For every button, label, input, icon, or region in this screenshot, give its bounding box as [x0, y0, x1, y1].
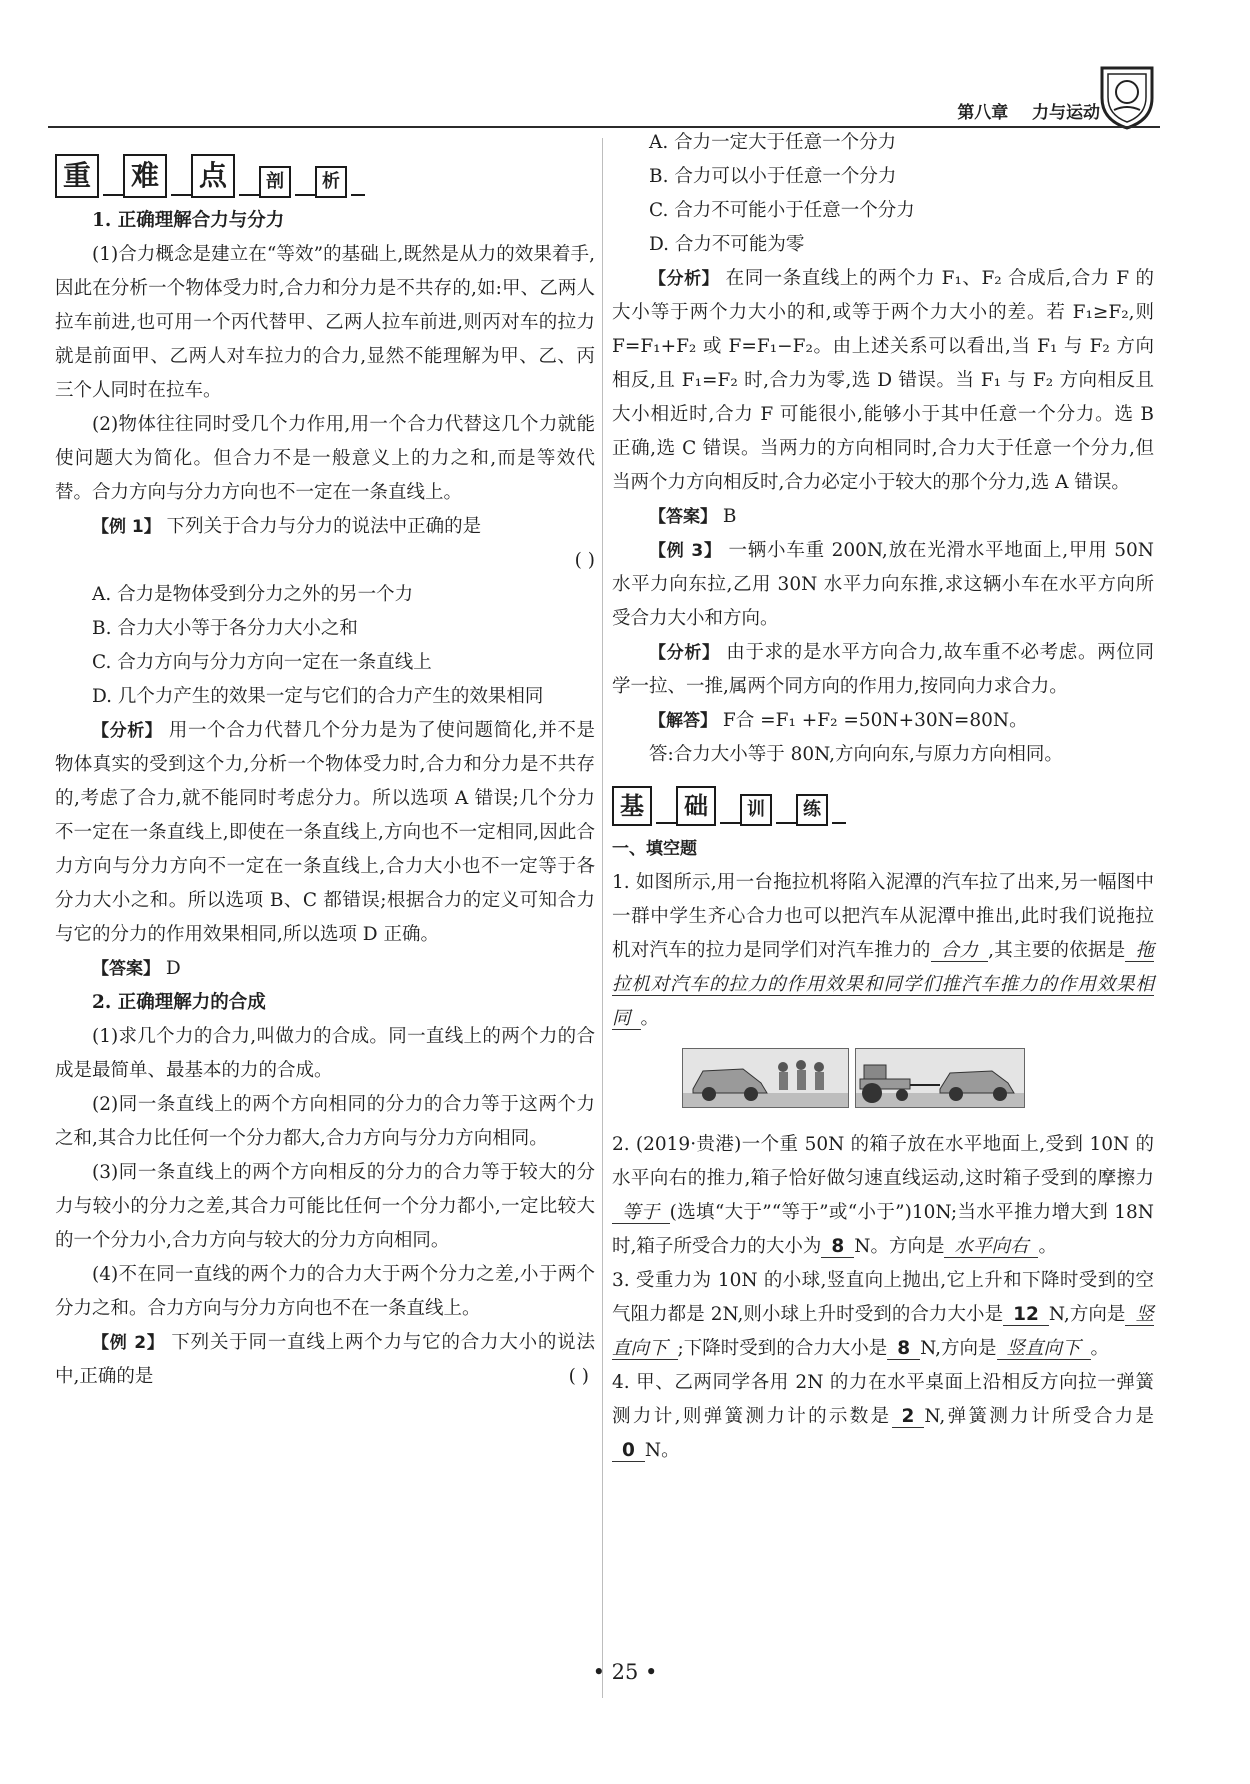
- option: A. 合力一定大于任意一个分力: [649, 132, 897, 153]
- title-char: 剖: [259, 166, 291, 198]
- handwritten-answer: 竖直向下: [612, 1304, 1154, 1359]
- question-text: 下列关于同一直线上两个力与它的合力大小的说法中,正确的是: [55, 1332, 595, 1387]
- title-char: 础: [676, 786, 716, 826]
- tractor-pulling-car-picture: [855, 1048, 1025, 1108]
- exercise-1-illustration: [682, 1048, 1154, 1118]
- running-header: [957, 98, 1100, 123]
- paragraph: (4)不在同一直线的两个力的合力大于两个分力之差,小于两个分力之和。合力方向与分力方向也不在一条直线上。: [55, 1264, 595, 1319]
- handwritten-answer: 8: [821, 1236, 854, 1258]
- solution-text: F合 =F₁ +F₂ =50N+30N=80N。: [722, 710, 1028, 731]
- subheading-1: 1. 正确理解合力与分力: [92, 210, 285, 231]
- solution-tag: 【解答】: [649, 711, 717, 731]
- analysis-tag: 【分析】: [92, 721, 163, 741]
- right-column: [612, 126, 1154, 1468]
- page-number: • 25 •: [592, 1660, 658, 1684]
- title-char: 点: [191, 154, 235, 198]
- chapter-label: 第八章: [957, 103, 1009, 123]
- section-title-key-points: [55, 140, 595, 198]
- answer-bracket: ( ): [568, 1366, 589, 1387]
- handwritten-answer: 竖直向下: [997, 1338, 1091, 1360]
- option: C. 合力不可能小于任意一个分力: [649, 200, 915, 221]
- example-tag: 【例 1】: [92, 517, 161, 537]
- question-text: 一辆小车重 200N,放在光滑水平地面上,甲用 50N 水平力向东拉,乙用 30N 水平力向东推,求这辆小车在水平方向所受合力大小和方向。: [612, 540, 1154, 629]
- title-char: 基: [612, 786, 652, 826]
- question-text: 下列关于合力与分力的说法中正确的是: [166, 516, 482, 537]
- answer-tag: 【答案】: [649, 507, 717, 527]
- handwritten-answer: 8: [887, 1338, 920, 1360]
- answer-value: D: [165, 958, 181, 979]
- analysis-tag: 【分析】: [649, 269, 720, 289]
- exercise-4: 4. 甲、乙两同学各用 2N 的力在水平桌面上沿相反方向拉一弹簧测力计,则弹簧测力计的示数是 2 N,弹簧测力计所受合力是0 N。: [612, 1372, 1154, 1461]
- paragraph: (1)合力概念是建立在“等效”的基础上,既然是从力的效果着手,因此在分析一个物体受力时,合力和分力是不共存的,如:甲、乙两人拉车前进,也可用一个丙代替甲、乙两人拉车前进,则丙对车的拉力就是前面甲、乙两人对车拉力的合力,显然不能理解为甲、乙、丙三个人同时在拉车。: [55, 244, 595, 401]
- title-char: 析: [315, 166, 347, 198]
- title-char: 训: [740, 794, 772, 826]
- answer-value: B: [722, 506, 737, 527]
- fill-in-heading: 一、填空题: [612, 839, 697, 859]
- answer-tag: 【答案】: [92, 959, 160, 979]
- option: B. 合力可以小于任意一个分力: [649, 166, 897, 187]
- exercise-3: 3. 受重力为 10N 的小球,竖直向上抛出,它上升和下降时受到的空气阻力都是 2N,则小球上升时受到的合力大小是 12 N,方向是 竖直向下 ;下降时受到的合力大小是 8 N,方向是 竖直向下 。: [612, 1270, 1154, 1359]
- example-tag: 【例 2】: [92, 1333, 165, 1353]
- paragraph: (2)物体往往同时受几个力作用,用一个合力代替这几个力就能使问题大为简化。但合力不是一般意义上的力之和,而是等效代替。合力方向与分力方向也不一定在一条直线上。: [55, 414, 595, 503]
- handwritten-answer: 0: [612, 1440, 645, 1462]
- example-3-question: [612, 534, 1154, 636]
- option: D. 几个力产生的效果一定与它们的合力产生的效果相同: [92, 686, 544, 707]
- handwritten-answer: 水平向右: [944, 1236, 1038, 1258]
- example-3-solution: [612, 704, 1154, 738]
- analysis-text: 在同一条直线上的两个力 F₁、F₂ 合成后,合力 F 的大小等于两个力大小的和,或等于两个力大小的差。若 F₁≥F₂,则 F=F₁+F₂ 或 F=F₁−F₂。由上述关系可以看出,当 F₁ 与 F₂ 方向相反,且 F₁=F₂ 时,合力为零,选 D 错误。当 F₁ 与 F₂ 方向相反且大小相近时,合力 F 可能很小,能够小于其中任意一个分力。选 B 正确,选 C 错误。当两力的方向相同时,合力大于任意一个分力,但当两个力方向相反时,合力必定小于较大的那个分力,选 A 错误。: [612, 268, 1155, 493]
- title-char: 练: [796, 794, 828, 826]
- subheading-2: 2. 正确理解力的合成: [92, 992, 266, 1013]
- exercise-1: 1. 如图所示,用一台拖拉机将陷入泥潭的汽车拉了出来,另一幅图中一群中学生齐心合力也可以把汽车从泥潭中推出,此时我们说拖拉机对汽车的拉力是同学们对汽车推力的 合力 ,其主要的依据是 拖拉机对汽车的拉力的作用效果和同学们推汽车推力的作用效果相同 。: [612, 872, 1154, 1029]
- title-char: 难: [123, 154, 167, 198]
- answer-bracket: ( ): [574, 550, 595, 571]
- handwritten-answer: 拖拉机对汽车的拉力的作用效果和同学们推汽车推力的作用效果相同: [612, 940, 1154, 1029]
- example-2-answer: [612, 500, 1154, 534]
- option: A. 合力是物体受到分力之外的另一个力: [92, 584, 414, 605]
- handwritten-answer: 12: [1003, 1304, 1049, 1326]
- example-3-reply: 答:合力大小等于 80N,方向向东,与原力方向相同。: [649, 744, 1063, 765]
- example-tag: 【例 3】: [649, 541, 722, 561]
- example-3-analysis: [612, 636, 1154, 704]
- option: D. 合力不可能为零: [649, 234, 805, 255]
- students-pushing-car-picture: [682, 1048, 849, 1108]
- analysis-text: 由于求的是水平方向合力,故车重不必考虑。两位同学一拉、一推,属两个同方向的作用力,按同向力求合力。: [612, 642, 1154, 697]
- paragraph: (3)同一条直线上的两个方向相反的分力的合力等于较大的分力与较小的分力之差,其合力可能比任何一个分力都小,一定比较大的一个分力小,合力方向与较大的分力方向相同。: [55, 1162, 595, 1251]
- example-1-question: [55, 510, 595, 544]
- handwritten-answer: 2: [892, 1406, 925, 1428]
- paragraph: (2)同一条直线上的两个方向相同的分力的合力等于这两个力之和,其合力比任何一个分力都大,合力方向与分力方向相同。: [55, 1094, 595, 1149]
- analysis-text: 用一个合力代替几个分力是为了使问题简化,并不是物体真实的受到这个力,分析一个物体受力时,合力和分力是不共存的,考虑了合力,就不能同时考虑分力。所以选项 A 错误;几个分力不一定在一条直线上,即使在一条直线上,方向也不一定相同,因此合力方向与分力方向不一定在一条直线上,合力大小也不一定等于各分力大小之和。所以选项 B、C 都错误;根据合力的定义可知合力与它的分力的作用效果相同,所以选项 D 正确。: [55, 720, 595, 945]
- example-2-analysis: [612, 262, 1154, 500]
- paragraph: (1)求几个力的合力,叫做力的合成。同一直线上的两个力的合成是最简单、最基本的力的合成。: [55, 1026, 595, 1081]
- analysis-tag: 【分析】: [649, 643, 720, 663]
- title-char: 重: [55, 154, 99, 198]
- example-1-analysis: [55, 714, 595, 952]
- handwritten-answer: 合力: [931, 940, 989, 962]
- option: B. 合力大小等于各分力大小之和: [92, 618, 358, 639]
- handwritten-answer: 等于: [612, 1202, 670, 1224]
- section-title-basic-training: [612, 776, 1154, 826]
- column-divider: [602, 138, 603, 1698]
- option: C. 合力方向与分力方向一定在一条直线上: [92, 652, 432, 673]
- left-column: [55, 140, 595, 1394]
- example-1-answer: [55, 952, 595, 986]
- exercise-2: 2. (2019·贵港)一个重 50N 的箱子放在水平地面上,受到 10N 的水平向右的推力,箱子恰好做匀速直线运动,这时箱子受到的摩擦力等于 (选填“大于”“等于”或“小于”)10N;当水平推力增大到 18N 时,箱子所受合力的大小为 8 N。方向是 水平向右 。: [612, 1134, 1154, 1257]
- chapter-title: 力与运动: [1032, 103, 1100, 123]
- example-2-question: [55, 1326, 595, 1394]
- publisher-shield-logo: [1094, 60, 1160, 130]
